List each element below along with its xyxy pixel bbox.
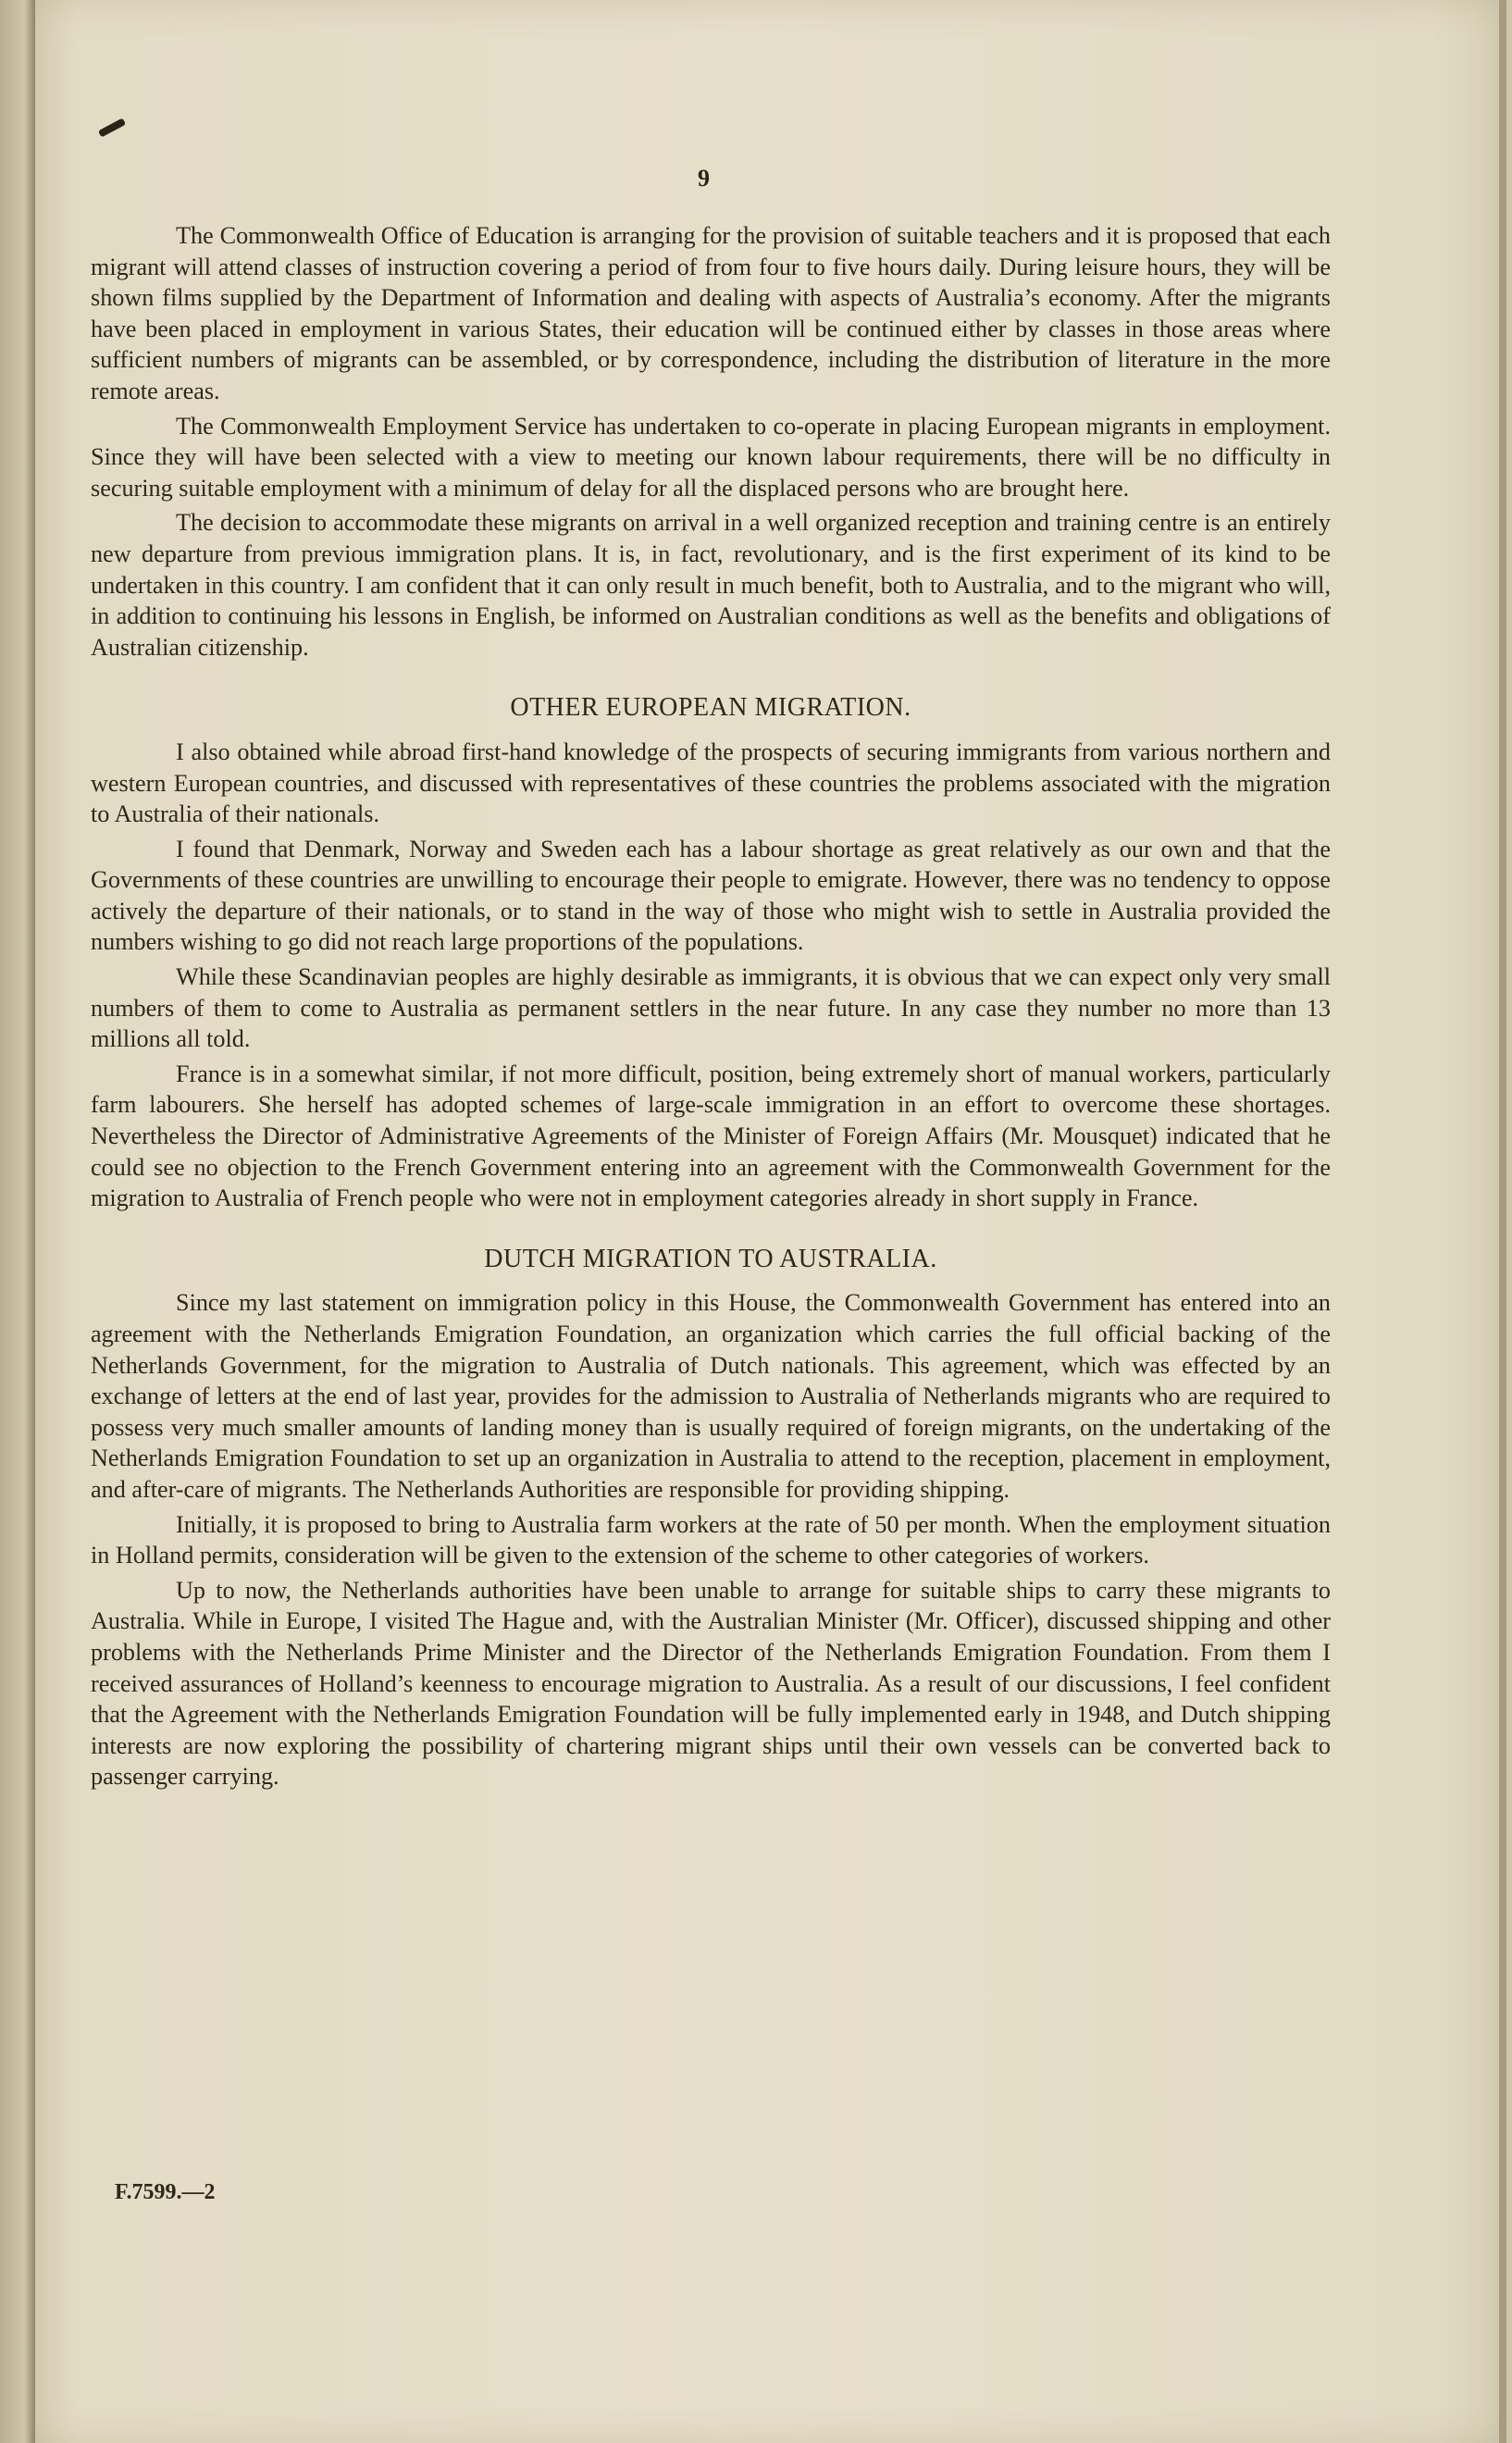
page-right-edge (1499, 0, 1506, 2443)
paragraph-scandinavia-shortage: I found that Denmark, Norway and Sweden each has a labour shortage as great relatively as our own and that the Governments of these countries are unwilling to encourage their people to emigrate. However, there was no tendency to oppose actively the departure of their nationals, or to stand in the way of those who might wish to settle in Australia provided the numbers wishing to go did not reach large proportions of the populations. (91, 835, 1331, 956)
paragraph-farm-workers: Initially, it is proposed to bring to Australia farm workers at the rate of 50 per month. When the employment situation in Holland permits, consideration will be given to the extension of the scheme to other categories of workers. (91, 1510, 1331, 1569)
paragraph-scandinavian-peoples: While these Scandinavian peoples are highly desirable as immigrants, it is obvious that we can expect only very small numbers of them to come to Australia as permanent settlers in the near future. In any case they number no more than 13 millions all told. (91, 963, 1331, 1053)
page-binding-edge (0, 0, 35, 2443)
body-text (91, 220, 1331, 1796)
heading-other-european-migration: OTHER EUROPEAN MIGRATION. (510, 693, 911, 723)
paragraph-shipping: Up to now, the Netherlands authorities have been unable to arrange for suitable ships to carry these migrants to Australia. While in Europe, I visited The Hague and, with the Australian Minister (Mr. Officer), discussed shipping and other problems with the Netherlands Prime Minister and the Director of the Netherlands Emigration Foundation. From them I received assurances of Holland’s keenness to encourage migration to Australia. As a result of our discussions, I feel confident that the Agreement with the Netherlands Emigration Foundation will be fully implemented early in 1948, and Dutch shipping interests are now exploring the possibility of chartering migrant ships until their own vessels can be converted back to passenger carrying. (91, 1576, 1331, 1791)
paragraph-reception-centre: The decision to accommodate these migrants on arrival in a well organized reception and training centre is an entirely new departure from previous immigration plans. It is, in fact, revolutionary, and is the first experiment of its kind to be undertaken in this country. I am confident that it can only result in much benefit, both to Australia, and to the migrant who will, in addition to continuing his lessons in English, be informed on Australian conditions as well as the benefits and obligations of Australian citizenship. (91, 509, 1331, 661)
paragraph-first-hand-knowledge: I also obtained while abroad first-hand knowledge of the prospects of securing immigrants from various northern and western European countries, and discussed with representatives of these countries the problems associated with the migration to Australia of their nationals. (91, 738, 1331, 828)
page-number: 9 (698, 165, 710, 192)
paragraph-france: France is in a somewhat similar, if not more difficult, position, being extremely short of manual workers, particularly farm labourers. She herself has adopted schemes of large-scale immigration in an effort to overcome these shortages. Nevertheless the Director of Administrative Agreements of the Minister of Foreign Affairs (Mr. Mousquet) indicated that he could see no objection to the French Government entering into an agreement with the Commonwealth Government for the migration to Australia of French people who were not in employment categories already in short supply in France. (91, 1060, 1331, 1212)
paragraph-employment-service: The Commonwealth Employment Service has undertaken to co-operate in placing European migrants in employment. Since they will have been selected with a view to meeting our known labour requirements, there will be no difficulty in securing suitable employment with a minimum of delay for all the displaced persons who are brought here. (91, 412, 1331, 502)
footer-code: F.7599.—2 (115, 2180, 216, 2204)
paragraph-netherlands-agreement: Since my last statement on immigration policy in this House, the Commonwealth Government has entered into an agreement with the Netherlands Emigration Foundation, an organization which carries the full official backing of the Netherlands Government, for the migration to Australia of Dutch nationals. This agreement, which was effected by an exchange of letters at the end of last year, provides for the admission to Australia of Netherlands migrants who are required to possess very much smaller amounts of landing money than is usually required of foreign migrants, on the undertaking of the Netherlands Emigration Foundation to set up an organization in Australia to attend to the reception, placement in employment, and after-care of migrants. The Netherlands Authorities are responsible for providing shipping. (91, 1289, 1331, 1503)
paragraph-education: The Commonwealth Office of Education is arranging for the provision of suitable teachers and it is proposed that each migrant will attend classes of instruction covering a period of from four to five hours daily. During leisure hours, they will be shown films supplied by the Department of Information and dealing with aspects of Australia’s economy. After the migrants have been placed in employment in various States, their education will be continued either by classes in those areas where sufficient numbers of migrants can be assembled, or by correspondence, including the distribution of literature in the more remote areas. (91, 222, 1331, 404)
heading-dutch-migration: DUTCH MIGRATION TO AUSTRALIA. (484, 1244, 937, 1273)
